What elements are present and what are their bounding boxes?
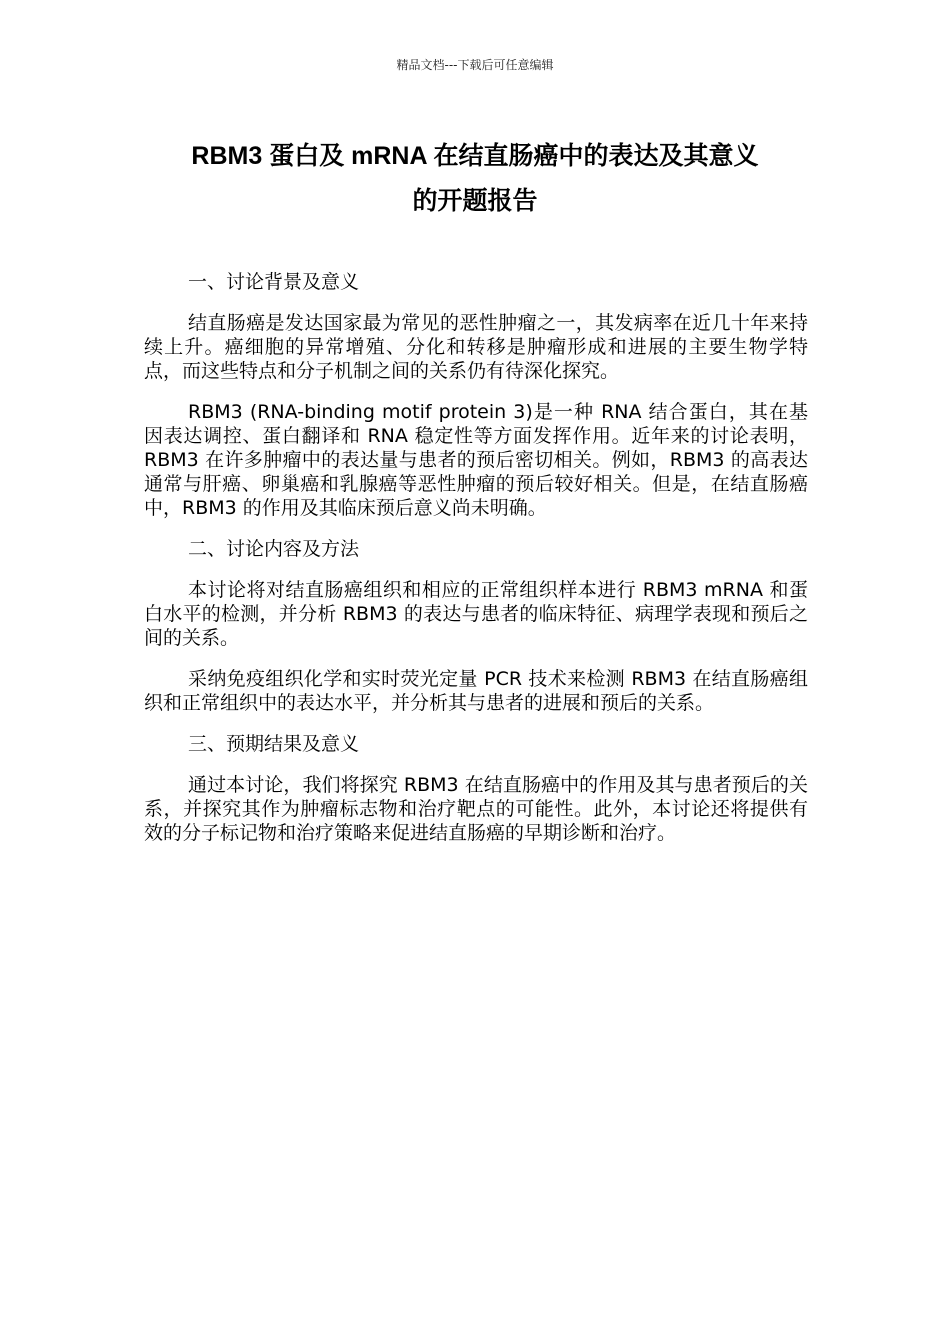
section-heading: 一、讨论背景及意义 — [188, 271, 360, 293]
body-paragraph: RBM3 (RNA-binding motif protein 3)是一种 RNA 结合蛋白，其在基因表达调控、蛋白翻译和 RNA 稳定性等方面发挥作用。近年来的讨论表明，RBM3 在许多肿瘤中的表达量与患者的预后密切相关。例如，RBM3 的高表达通常与肝癌、卵巢癌和乳腺癌等恶性肿瘤的预后较好相关。但是，在结直肠癌中，RBM3 的作用及其临床预后意义尚未明确。 — [144, 401, 808, 519]
section-heading: 二、讨论内容及方法 — [188, 538, 360, 560]
body-paragraph: 采纳免疫组织化学和实时荧光定量 PCR 技术来检测 RBM3 在结直肠癌组织和正常组织中的表达水平，并分析其与患者的进展和预后的关系。 — [144, 668, 808, 714]
document-title-line: RBM3 蛋白及 mRNA 在结直肠癌中的表达及其意义 — [191, 142, 759, 170]
section-heading: 三、预期结果及意义 — [188, 733, 360, 755]
page-header-note: 精品文档---下载后可任意编辑 — [396, 58, 554, 72]
body-paragraph: 本讨论将对结直肠癌组织和相应的正常组织样本进行 RBM3 mRNA 和蛋白水平的检测，并分析 RBM3 的表达与患者的临床特征、病理学表现和预后之间的关系。 — [144, 579, 808, 649]
document-title — [120, 134, 830, 224]
body-paragraph: 结直肠癌是发达国家最为常见的恶性肿瘤之一，其发病率在近几十年来持续上升。癌细胞的异常增殖、分化和转移是肿瘤形成和进展的主要生物学特点，而这些特点和分子机制之间的关系仍有待深化探究。 — [144, 312, 808, 382]
document-body — [144, 270, 808, 862]
body-paragraph: 通过本讨论，我们将探究 RBM3 在结直肠癌中的作用及其与患者预后的关系，并探究其作为肿瘤标志物和治疗靶点的可能性。此外，本讨论还将提供有效的分子标记物和治疗策略来促进结直肠癌的早期诊断和治疗。 — [144, 774, 808, 844]
document-title-line: 的开题报告 — [412, 187, 538, 215]
